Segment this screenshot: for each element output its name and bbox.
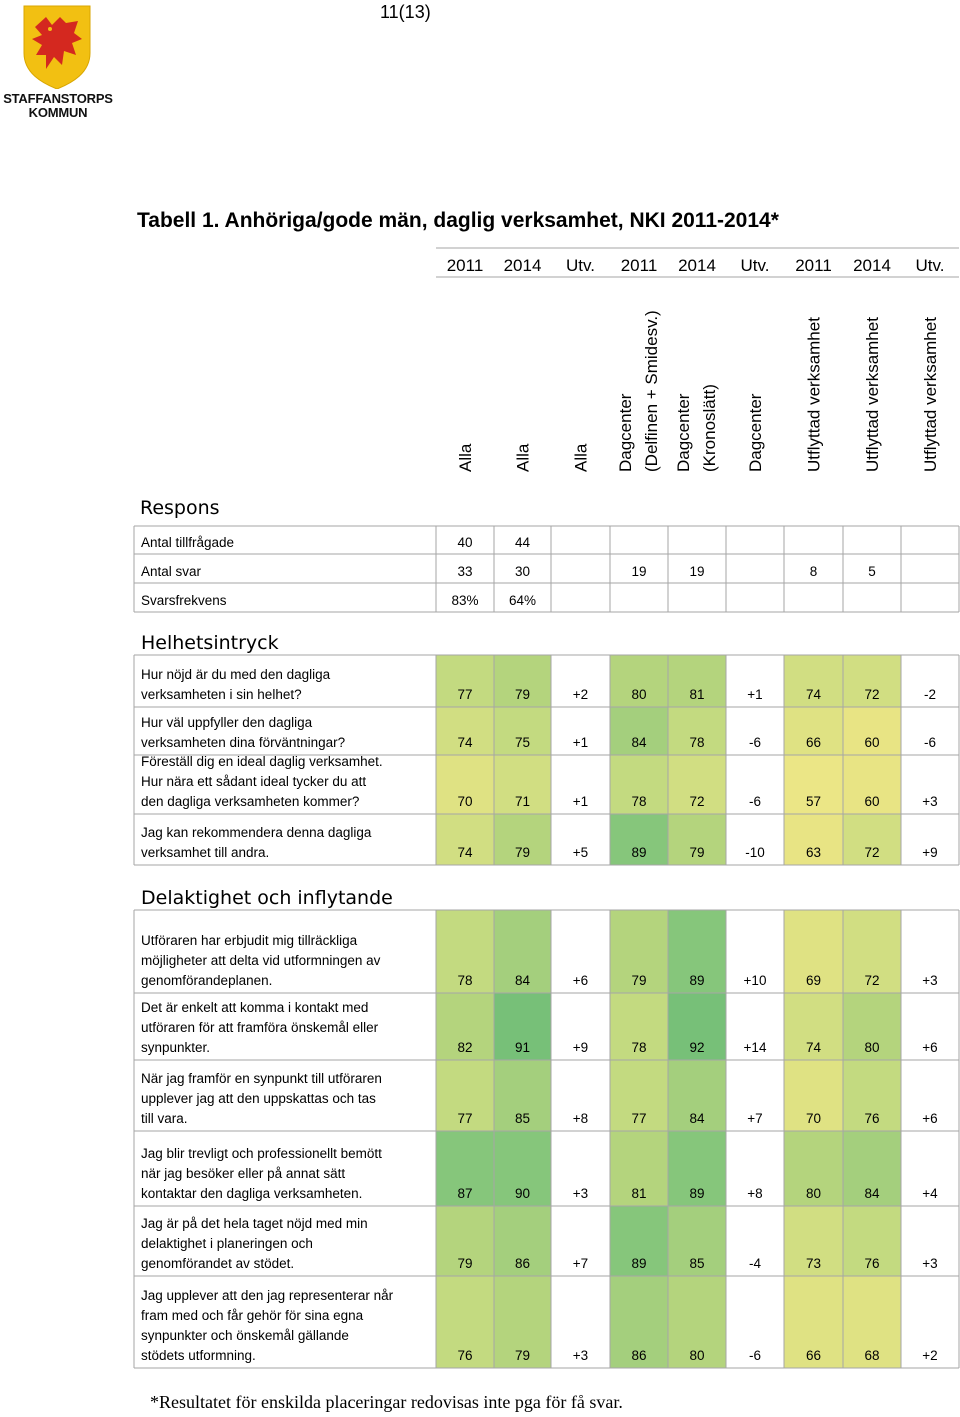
year-header: 2014: [678, 256, 716, 275]
delaktighet-value: 84: [689, 1111, 705, 1126]
delaktighet-value: 78: [457, 973, 473, 988]
helhet-question-text: Hur väl uppfyller den dagliga: [141, 715, 313, 730]
section-heading-helhet: Helhetsintryck: [141, 632, 279, 654]
year-header: 2011: [795, 256, 832, 275]
group-header: Dagcenter: [616, 393, 635, 472]
delaktighet-value: 84: [864, 1186, 880, 1201]
delaktighet-value: +7: [747, 1111, 763, 1126]
delaktighet-value: +3: [572, 1348, 589, 1363]
respons-value: 5: [868, 564, 876, 579]
delaktighet-value: +10: [743, 973, 767, 988]
helhet-value: -2: [923, 687, 937, 702]
group-header: Utflyttad verksamhet: [804, 317, 824, 472]
delaktighet-value: 74: [805, 1040, 822, 1055]
helhet-value: 74: [457, 735, 473, 750]
delaktighet-question-text: synpunkter och önskemål gällande: [141, 1328, 349, 1343]
helhet-value: -6: [923, 735, 937, 750]
delaktighet-value: 76: [457, 1348, 473, 1363]
delaktighet-value: 79: [631, 973, 647, 988]
delaktighet-value: 92: [689, 1040, 705, 1055]
delaktighet-value: +14: [743, 1040, 767, 1055]
respons-value: 30: [514, 564, 531, 579]
delaktighet-value: +6: [922, 1040, 938, 1055]
delaktighet-question-text: stödets utformning.: [141, 1348, 256, 1363]
group-header: Dagcenter: [674, 393, 693, 472]
delaktighet-value: +7: [572, 1256, 589, 1271]
helhet-value: 80: [631, 687, 647, 702]
group-header: Utflyttad verksamhet: [921, 317, 940, 472]
delaktighet-value: +6: [922, 1111, 938, 1126]
delaktighet-value: 80: [805, 1186, 822, 1201]
delaktighet-value: +9: [572, 1040, 589, 1055]
delaktighet-value: +8: [572, 1111, 589, 1126]
respons-value: 19: [631, 564, 647, 579]
helhet-value: +1: [572, 794, 589, 809]
respons-value: 40: [457, 535, 473, 550]
helhet-value: +1: [747, 687, 763, 702]
delaktighet-question-text: genomförandeplanen.: [141, 973, 273, 988]
delaktighet-value: +3: [922, 973, 938, 988]
year-header: Utv.: [915, 256, 945, 275]
helhet-question-text: Hur nöjd är du med den dagliga: [141, 667, 331, 682]
delaktighet-value: 78: [631, 1040, 647, 1055]
delaktighet-value: 69: [805, 973, 822, 988]
helhet-value: 77: [457, 687, 473, 702]
delaktighet-value: 72: [864, 973, 880, 988]
respons-value: 19: [689, 564, 705, 579]
delaktighet-question-text: Jag blir trevligt och professionellt bemött: [141, 1146, 382, 1161]
delaktighet-value: 77: [631, 1111, 647, 1126]
group-header: Alla: [571, 443, 591, 472]
respons-value: 8: [809, 564, 818, 579]
respons-value: 44: [514, 535, 531, 550]
helhet-question-text: verksamheten dina förväntningar?: [141, 735, 346, 750]
delaktighet-value: 81: [631, 1186, 647, 1201]
helhet-value: 72: [864, 687, 880, 702]
helhet-value: 74: [805, 687, 822, 702]
delaktighet-value: 85: [689, 1256, 705, 1271]
helhet-value: 63: [805, 845, 822, 860]
delaktighet-value: 80: [689, 1348, 705, 1363]
helhet-value: 57: [805, 794, 822, 809]
helhet-value: -6: [748, 794, 762, 809]
year-header: Utv.: [566, 256, 595, 275]
helhet-question-text: Föreställ dig en ideal daglig verksamhet.: [141, 754, 383, 769]
delaktighet-question-text: synpunkter.: [141, 1040, 211, 1055]
delaktighet-value: -4: [748, 1256, 762, 1271]
delaktighet-value: 86: [514, 1256, 531, 1271]
year-header: 2014: [853, 256, 891, 275]
delaktighet-value: -6: [748, 1348, 762, 1363]
respons-label: Antal svar: [141, 564, 202, 579]
helhet-question-text: Jag kan rekommendera denna dagliga: [141, 825, 372, 840]
delaktighet-question-text: Jag upplever att den jag representerar når: [141, 1288, 394, 1303]
delaktighet-question-text: genomförandet av stödet.: [141, 1256, 295, 1271]
delaktighet-question-text: När jag framför en synpunkt till utföraren: [141, 1071, 382, 1086]
helhet-value: +9: [922, 845, 938, 860]
delaktighet-value: 73: [805, 1256, 822, 1271]
delaktighet-value: 76: [864, 1256, 880, 1271]
delaktighet-value: 82: [457, 1040, 473, 1055]
delaktighet-value: +6: [572, 973, 589, 988]
helhet-value: -10: [745, 845, 765, 860]
footnote: *Resultatet för enskilda placeringar redovisas inte pga för få svar.: [150, 1392, 623, 1412]
delaktighet-value: 86: [631, 1348, 647, 1363]
delaktighet-value: +3: [572, 1186, 589, 1201]
helhet-value: 84: [631, 735, 647, 750]
delaktighet-value: 89: [689, 973, 705, 988]
delaktighet-value: 79: [457, 1256, 473, 1271]
helhet-value: 72: [689, 794, 705, 809]
helhet-value: 71: [514, 794, 531, 809]
year-header: 2011: [620, 256, 658, 275]
helhet-value: -6: [748, 735, 762, 750]
helhet-value: 72: [864, 845, 880, 860]
respons-label: Antal tillfrågade: [141, 535, 235, 550]
delaktighet-value: 79: [514, 1348, 531, 1363]
delaktighet-value: +4: [922, 1186, 938, 1201]
helhet-value: 66: [805, 735, 822, 750]
delaktighet-value: +2: [922, 1348, 938, 1363]
delaktighet-question-text: möjligheter att delta vid utformningen av: [141, 953, 381, 968]
group-header: (Kronoslätt): [700, 384, 719, 472]
helhet-question-text: verksamhet till andra.: [141, 845, 270, 860]
delaktighet-question-text: till vara.: [141, 1111, 188, 1126]
delaktighet-value: 87: [457, 1186, 473, 1201]
logo-text-line1: STAFFANSTORPS: [3, 91, 113, 106]
helhet-value: 79: [689, 845, 705, 860]
section-heading-delaktighet: Delaktighet och inflytande: [141, 887, 393, 909]
delaktighet-value: 89: [631, 1256, 647, 1271]
delaktighet-value: +3: [922, 1256, 938, 1271]
delaktighet-value: 76: [864, 1111, 880, 1126]
helhet-value: +3: [922, 794, 938, 809]
helhet-question-text: den dagliga verksamheten kommer?: [141, 794, 360, 809]
delaktighet-value: 66: [805, 1348, 822, 1363]
helhet-value: 75: [514, 735, 531, 750]
delaktighet-question-text: upplever jag att den uppskattas och tas: [141, 1091, 376, 1106]
respons-label: Svarsfrekvens: [141, 593, 227, 608]
delaktighet-question-text: utföraren för att framföra önskemål eller: [141, 1020, 379, 1035]
helhet-value: +2: [572, 687, 589, 702]
helhet-value: 60: [864, 794, 880, 809]
helhet-value: 70: [457, 794, 473, 809]
helhet-question-text: verksamheten i sin helhet?: [141, 687, 302, 702]
helhet-value: 81: [689, 687, 705, 702]
year-header: 2011: [446, 256, 484, 275]
helhet-value: 78: [631, 794, 647, 809]
delaktighet-question-text: Utföraren har erbjudit mig tillräckliga: [141, 933, 358, 948]
group-header: (Delfinen + Smidesv.): [642, 310, 661, 472]
delaktighet-value: 70: [805, 1111, 822, 1126]
helhet-value: 79: [514, 687, 531, 702]
year-header: Utv.: [740, 256, 770, 275]
table-title: Tabell 1. Anhöriga/gode män, daglig verksamhet, NKI 2011-2014*: [137, 209, 779, 232]
helhet-value: 79: [514, 845, 531, 860]
group-header: Alla: [456, 443, 475, 472]
delaktighet-value: 84: [514, 973, 531, 988]
section-heading-respons: Respons: [140, 497, 220, 519]
delaktighet-value: 89: [689, 1186, 705, 1201]
helhet-value: 89: [631, 845, 647, 860]
helhet-value: 74: [457, 845, 473, 860]
helhet-question-text: Hur nära ett sådant ideal tycker du att: [141, 774, 367, 789]
page-number: 11(13): [380, 2, 431, 22]
group-header: Alla: [513, 443, 533, 472]
delaktighet-question-text: kontaktar den dagliga verksamheten.: [141, 1186, 363, 1201]
respons-value: 33: [457, 564, 473, 579]
delaktighet-value: 77: [457, 1111, 473, 1126]
group-header: Utflyttad verksamhet: [863, 317, 882, 472]
helhet-value: +5: [572, 845, 589, 860]
group-header: Dagcenter: [746, 393, 765, 472]
respons-value: 83%: [451, 593, 479, 608]
delaktighet-question-text: Det är enkelt att komma i kontakt med: [141, 1000, 369, 1015]
helhet-value: 60: [864, 735, 880, 750]
year-header: 2014: [503, 256, 542, 275]
delaktighet-question-text: fram med och får gehör för sina egna: [141, 1308, 364, 1323]
logo-text-line2: KOMMUN: [28, 105, 88, 120]
delaktighet-value: 80: [864, 1040, 880, 1055]
delaktighet-question-text: när jag besöker eller på annat sätt: [141, 1166, 346, 1181]
delaktighet-value: +8: [747, 1186, 763, 1201]
helhet-value: +1: [572, 735, 589, 750]
respons-value: 64%: [508, 593, 537, 608]
delaktighet-question-text: Jag är på det hela taget nöjd med min: [141, 1216, 368, 1231]
helhet-value: 78: [689, 735, 705, 750]
delaktighet-value: 68: [864, 1348, 880, 1363]
delaktighet-value: 85: [514, 1111, 531, 1126]
delaktighet-question-text: delaktighet i planeringen och: [141, 1236, 313, 1251]
delaktighet-value: 91: [514, 1040, 531, 1055]
delaktighet-value: 90: [514, 1186, 531, 1201]
